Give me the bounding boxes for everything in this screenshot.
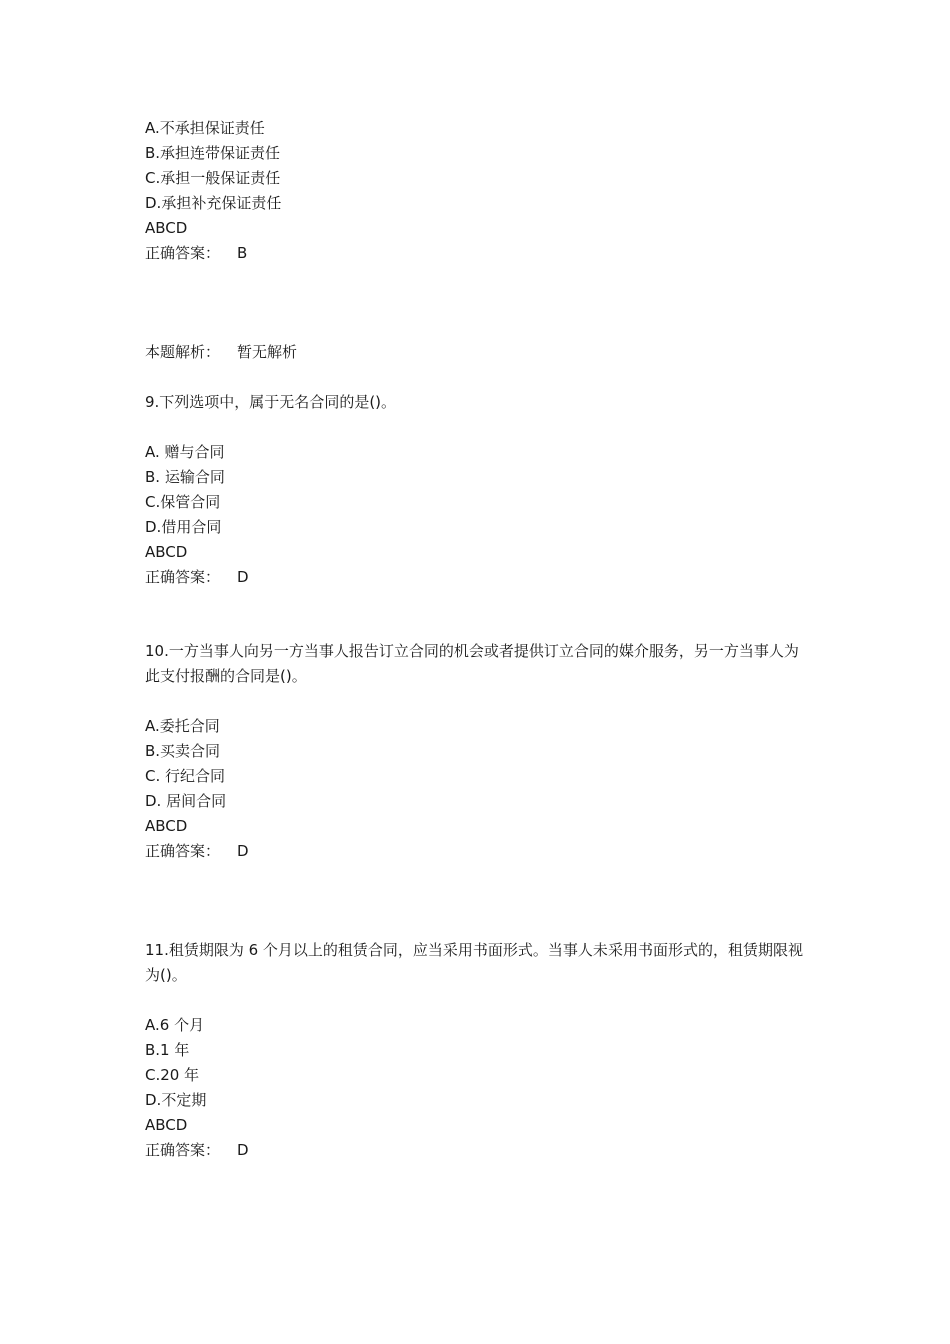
option-b: B.承担连带保证责任 xyxy=(145,144,281,162)
option-a: A.不承担保证责任 xyxy=(145,119,265,137)
option-d: D.借用合同 xyxy=(145,518,222,536)
answer-label: 正确答案： xyxy=(145,1141,221,1159)
answer-line xyxy=(145,565,249,590)
choices-line: ABCD xyxy=(145,1116,188,1134)
answer-label: 正确答案： xyxy=(145,842,221,860)
question-10-text: 10.一方当事人向另一方当事人报告订立合同的机会或者提供订立合同的媒介服务，另一方当事人为此支付报酬的合同是()。 xyxy=(145,642,799,685)
option-b: B. 运输合同 xyxy=(145,468,225,486)
analysis-value: 暂无解析 xyxy=(237,343,298,361)
option-a: A. 赠与合同 xyxy=(145,443,225,461)
answer-value: D xyxy=(237,842,249,860)
answer-label: 正确答案： xyxy=(145,244,221,262)
option-d: D.承担补充保证责任 xyxy=(145,194,282,212)
answer-line xyxy=(145,839,249,864)
option-d: D. 居间合同 xyxy=(145,792,227,810)
option-c: C. 行纪合同 xyxy=(145,767,226,785)
answer-value: D xyxy=(237,1141,249,1159)
choices-line: ABCD xyxy=(145,543,188,561)
choices-line: ABCD xyxy=(145,817,188,835)
question-9-text: 9.下列选项中，属于无名合同的是()。 xyxy=(145,393,397,411)
option-b: B.买卖合同 xyxy=(145,742,221,760)
choices-line: ABCD xyxy=(145,219,188,237)
option-c: C.保管合同 xyxy=(145,493,221,511)
answer-value: B xyxy=(237,244,248,262)
answer-label: 正确答案： xyxy=(145,568,221,586)
question-11-text: 11.租赁期限为 6 个月以上的租赁合同，应当采用书面形式。当事人未采用书面形式的，租赁期限视为()。 xyxy=(145,941,803,984)
analysis-line xyxy=(145,340,297,365)
analysis-label: 本题解析： xyxy=(145,343,221,361)
option-c: C.承担一般保证责任 xyxy=(145,169,281,187)
option-a: A.6 个月 xyxy=(145,1016,205,1034)
option-d: D.不定期 xyxy=(145,1091,207,1109)
answer-line xyxy=(145,1138,249,1163)
option-b: B.1 年 xyxy=(145,1041,190,1059)
answer-line xyxy=(145,241,247,266)
answer-value: D xyxy=(237,568,249,586)
option-c: C.20 年 xyxy=(145,1066,200,1084)
option-a: A.委托合同 xyxy=(145,717,220,735)
